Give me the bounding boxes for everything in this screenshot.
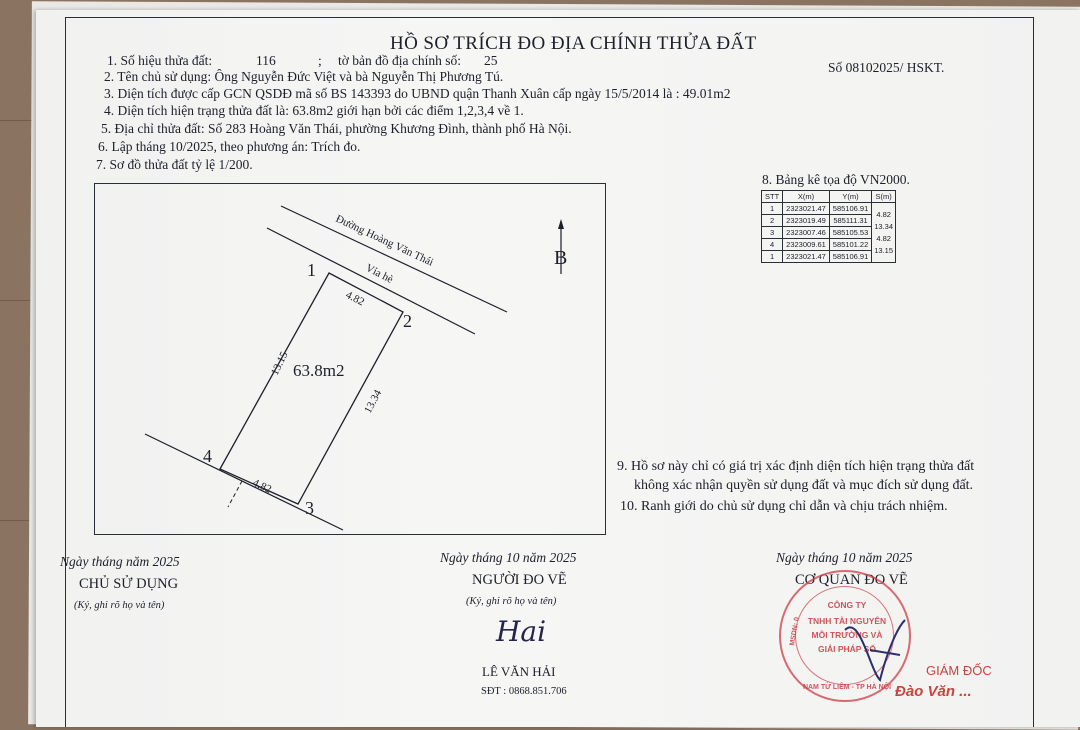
distance-4-1: 13.15 bbox=[874, 245, 894, 255]
seal-ring-bottom: NAM TỪ LIÊM - TP HÀ NỘI bbox=[802, 684, 892, 691]
item-5-address: 5. Địa chỉ thửa đất: Số 283 Hoàng Văn Thái, phường Khương Đình, thành phố Hà Nội. bbox=[101, 121, 572, 136]
item-1-label: 1. Số hiệu thửa đất: bbox=[107, 53, 213, 68]
item-2-owner: 2. Tên chủ sử dụng: Ông Nguyễn Đức Việt và bà Nguyễn Thị Phương Tú. bbox=[104, 69, 504, 84]
col-s: S(m) bbox=[872, 191, 896, 203]
cell-x: 2323007.46 bbox=[783, 227, 830, 239]
document-number: Số 08102025/ HSKT. bbox=[828, 60, 945, 75]
item-7-scale: 7. Sơ đồ thửa đất tỷ lệ 1/200. bbox=[96, 157, 253, 172]
north-label: B bbox=[554, 247, 568, 269]
point-4-label: 4 bbox=[203, 446, 212, 466]
cell-x: 2323019.49 bbox=[783, 215, 830, 227]
edge-4-1-length: 13.15 bbox=[268, 349, 291, 378]
table-row bbox=[762, 203, 896, 215]
item-1-sheet-label: tờ bản đồ địa chính số: bbox=[338, 53, 461, 68]
coord-table-title: 8. Bảng kê tọa độ VN2000. bbox=[762, 172, 910, 187]
edge-2-3-length: 13.34 bbox=[362, 387, 385, 416]
cell-y: 585106.91 bbox=[829, 203, 871, 215]
sidewalk-edge-line bbox=[267, 228, 475, 334]
cell-x: 2323021.47 bbox=[783, 203, 830, 215]
cell-y: 585106.91 bbox=[829, 251, 871, 263]
director-signature-icon bbox=[840, 610, 910, 690]
north-arrow-icon bbox=[558, 219, 564, 229]
surveyor-name: LÊ VĂN HẢI bbox=[482, 664, 556, 679]
seal-line-3: MÔI TRƯỜNG VÀ bbox=[811, 630, 883, 640]
surveyor-hint: (Ký, ghi rõ họ và tên) bbox=[466, 596, 557, 607]
coord-table bbox=[761, 190, 896, 263]
note-10: 10. Ranh giới do chủ sử dụng chỉ dẫn và chịu trách nhiệm. bbox=[620, 499, 948, 514]
surveyor-signature: Hai bbox=[496, 615, 547, 648]
cell-stt: 2 bbox=[762, 215, 783, 227]
distance-3-4: 4.82 bbox=[876, 233, 891, 243]
agency-date: Ngày tháng 10 năm 2025 bbox=[776, 550, 913, 565]
cell-stt: 3 bbox=[762, 227, 783, 239]
point-3-label: 3 bbox=[305, 498, 314, 518]
cell-y: 585101.22 bbox=[829, 239, 871, 251]
item-3-certificate: 3. Diện tích được cấp GCN QSDĐ mã số BS 143393 do UBND quận Thanh Xuân cấp ngày 15/5/2014 là : 49.01m2 bbox=[104, 86, 731, 101]
surveyor-date: Ngày tháng 10 năm 2025 bbox=[440, 550, 577, 565]
item-1-parcel: 116 bbox=[256, 53, 276, 68]
distance-2-3: 13.34 bbox=[874, 221, 894, 231]
seal-code: MSDN: 0 bbox=[789, 616, 801, 647]
parcel-sketch bbox=[94, 183, 606, 535]
col-y: Y(m) bbox=[829, 191, 871, 203]
owner-date: Ngày tháng năm 2025 bbox=[60, 554, 180, 569]
cell-stt: 1 bbox=[762, 251, 783, 263]
parcel-sketch-svg bbox=[95, 184, 607, 536]
cell-distances bbox=[872, 203, 896, 263]
seal-line-4: GIẢI PHÁP SỐ bbox=[818, 644, 876, 654]
col-stt: STT bbox=[762, 191, 783, 203]
dashed-offset-line bbox=[228, 481, 242, 507]
surveyor-title: NGƯỜI ĐO VẼ bbox=[472, 572, 567, 588]
cell-x: 2323009.61 bbox=[783, 239, 830, 251]
item-4-area: 4. Diện tích hiện trạng thửa đất là: 63.8m2 giới hạn bởi các điểm 1,2,3,4 về 1. bbox=[104, 103, 524, 118]
document-title: HỒ SƠ TRÍCH ĐO ĐỊA CHÍNH THỬA ĐẤT bbox=[390, 33, 757, 54]
parcel-area-label: 63.8m2 bbox=[293, 361, 345, 380]
edge-3-4-length: 4.82 bbox=[250, 476, 274, 496]
item-1-sheet: 25 bbox=[484, 53, 498, 68]
surveyor-phone: SĐT : 0868.851.706 bbox=[481, 686, 567, 697]
item-1-separator: ; bbox=[318, 53, 322, 68]
agency-title: CƠ QUAN ĐO VẼ bbox=[795, 572, 908, 588]
owner-hint: (Ký, ghi rõ họ và tên) bbox=[74, 600, 165, 611]
cell-x: 2323021.47 bbox=[783, 251, 830, 263]
cell-stt: 1 bbox=[762, 203, 783, 215]
point-2-label: 2 bbox=[403, 311, 412, 331]
point-1-label: 1 bbox=[307, 260, 316, 280]
seal-line-1: CÔNG TY bbox=[827, 600, 867, 610]
agency-signer: Đào Văn ... bbox=[895, 683, 972, 700]
coord-table-header bbox=[762, 191, 896, 203]
distance-1-2: 4.82 bbox=[876, 209, 891, 219]
sidewalk-label: Vỉa hè bbox=[363, 261, 395, 286]
col-x: X(m) bbox=[783, 191, 830, 203]
note-9-line-1: 9. Hồ sơ này chỉ có giá trị xác định diện tích hiện trạng thửa đất bbox=[617, 459, 975, 474]
street-edge-line bbox=[281, 206, 507, 312]
note-9-line-2: không xác nhận quyền sử dụng đất và mục đích sử dụng đất. bbox=[634, 478, 974, 493]
agency-position: GIÁM ĐỐC bbox=[926, 663, 992, 678]
street-name-label: Đường Hoàng Văn Thái bbox=[333, 212, 436, 269]
seal-line-2: TNHH TÀI NGUYÊN bbox=[807, 616, 887, 626]
owner-title: CHỦ SỬ DỤNG bbox=[79, 576, 179, 592]
parcel-boundary bbox=[220, 273, 403, 504]
edge-1-2-length: 4.82 bbox=[343, 288, 367, 309]
item-6-date: 6. Lập tháng 10/2025, theo phương án: Trích đo. bbox=[98, 139, 361, 154]
cell-y: 585111.31 bbox=[829, 215, 871, 227]
cell-y: 585105.53 bbox=[829, 227, 871, 239]
cell-stt: 4 bbox=[762, 239, 783, 251]
